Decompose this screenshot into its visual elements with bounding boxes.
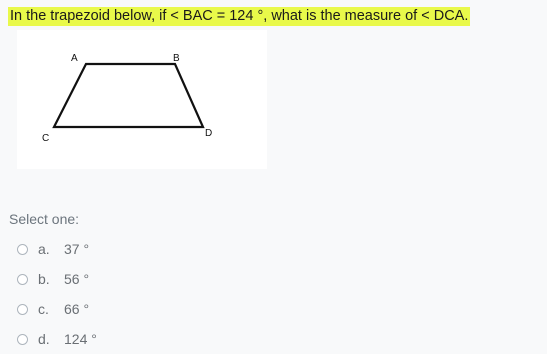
- option-letter: c.: [38, 301, 49, 317]
- trapezoid-shape: [54, 64, 203, 127]
- option-letter: a.: [38, 241, 50, 257]
- answer-option-b[interactable]: [17, 264, 97, 294]
- question-highlight: In the trapezoid below, if < BAC = 124 °, what is the measure of < DCA.: [10, 8, 469, 24]
- radio-button-b[interactable]: [17, 274, 28, 285]
- answer-options: [17, 234, 97, 354]
- vertex-label-b: B: [173, 53, 180, 64]
- question-text: [8, 6, 470, 26]
- option-value: 37 °: [64, 241, 90, 257]
- vertex-label-d: D: [205, 128, 213, 139]
- option-letter: d.: [38, 331, 50, 347]
- vertex-label-c: C: [42, 133, 50, 144]
- option-value: 124 °: [64, 331, 97, 347]
- answer-option-c[interactable]: [17, 294, 97, 324]
- option-value: 56 °: [64, 271, 90, 287]
- trapezoid-figure: [17, 30, 267, 169]
- radio-button-c[interactable]: [17, 304, 28, 315]
- trapezoid-diagram: [17, 30, 267, 169]
- answer-option-a[interactable]: [17, 234, 97, 264]
- select-one-prompt: Select one:: [9, 211, 80, 227]
- answer-option-d[interactable]: [17, 324, 97, 354]
- vertex-label-a: A: [71, 53, 78, 64]
- radio-button-a[interactable]: [17, 244, 28, 255]
- radio-button-d[interactable]: [17, 334, 28, 345]
- option-letter: b.: [38, 271, 50, 287]
- option-value: 66 °: [64, 301, 90, 317]
